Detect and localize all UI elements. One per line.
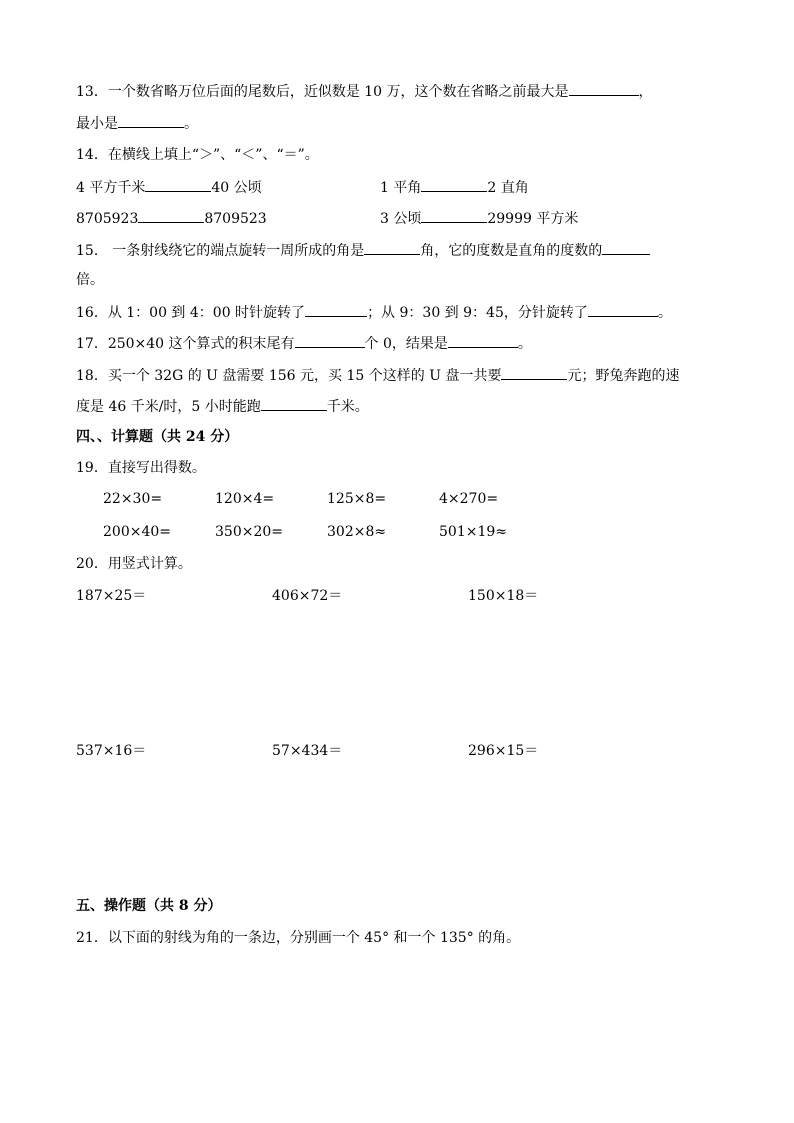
q20-item: 57×434＝: [272, 743, 343, 759]
q20-item: 537×16＝: [76, 743, 147, 759]
section4-heading: 四、、计算题（共 24 分）: [76, 429, 239, 445]
q16-text-a: 16．从 1：00 到 4：00 时针旋转了: [76, 305, 306, 321]
q14-r1b-left: 1 平角: [380, 180, 422, 196]
q19-title: 19．直接写出得数。: [76, 460, 206, 476]
q16-blank1[interactable]: [305, 302, 367, 317]
q17-blank2[interactable]: [448, 333, 518, 348]
q15-text-a: 15． 一条射线绕它的端点旋转一周所成的角是: [76, 243, 365, 259]
q17-text-c: 。: [517, 336, 532, 352]
q15-line1: [76, 240, 650, 261]
q13-text-b: ，: [638, 84, 653, 100]
q15-text-b: 角，它的度数是直角的度数的: [420, 243, 603, 259]
q13-text-a: 13．一个数省略万位后面的尾数后，近似数是 10 万，这个数在省略之前最大是: [76, 84, 569, 100]
q14-r1b-blank[interactable]: [421, 177, 487, 192]
q15-line2: 倍。: [76, 272, 104, 288]
q14-title: 14．在横线上填上“＞”、“＜”、“＝”。: [76, 147, 319, 163]
q15-blank2[interactable]: [602, 240, 650, 255]
q19-item: 200×40=: [103, 524, 171, 540]
q14-r2b-left: 3 公顷: [380, 211, 422, 227]
q20-title: 20．用竖式计算。: [76, 556, 192, 572]
q18-text-c: 度是 46 千米/时，5 小时能跑: [76, 399, 261, 415]
q20-item: 150×18＝: [468, 588, 539, 604]
q20-item: 187×25＝: [76, 588, 147, 604]
q14-r1b-right: 2 直角: [487, 180, 529, 196]
q14-r1a-left: 4 平方千米: [76, 180, 146, 196]
q19-item: 302×8≈: [327, 524, 387, 540]
q18-blank2[interactable]: [261, 396, 327, 411]
q20-item: 406×72＝: [272, 588, 343, 604]
q19-item: 22×30=: [103, 491, 163, 507]
q14-r1a-right: 40 公顷: [211, 180, 262, 196]
q19-item: 120×4=: [215, 491, 275, 507]
q18-text-b: 元；野兔奔跑的速: [567, 368, 680, 384]
q16-text-b: ；从 9：30 到 9：45，分针旋转了: [367, 305, 588, 321]
q14-r2b-blank[interactable]: [421, 208, 487, 223]
q14-r2a-right: 8709523: [204, 211, 267, 227]
q13-text-c: 最小是: [76, 116, 118, 132]
q14-row1-right: [380, 177, 529, 198]
q14-r2a-blank[interactable]: [138, 208, 204, 223]
q18-text-a: 18．买一个 32G 的 U 盘需要 156 元，买 15 个这样的 U 盘一共要: [76, 368, 502, 384]
q14-r1a-blank[interactable]: [145, 177, 211, 192]
q19-item: 350×20=: [215, 524, 283, 540]
q17-text-b: 个 0，结果是: [364, 336, 448, 352]
q14-row2-left: [76, 208, 267, 229]
q14-row1-left: [76, 177, 262, 198]
q13-line2: [76, 113, 198, 134]
q18-blank1[interactable]: [501, 365, 567, 380]
q16-line: [76, 302, 672, 323]
q18-line1: [76, 365, 679, 386]
q13-answer-max[interactable]: [569, 81, 639, 96]
q18-text-d: 千米。: [326, 399, 369, 415]
q19-item: 125×8=: [327, 491, 387, 507]
q14-r2b-right: 29999 平方米: [487, 211, 579, 227]
q15-blank1[interactable]: [364, 240, 420, 255]
q17-line: [76, 333, 532, 354]
q16-text-c: 。: [657, 305, 672, 321]
q13-answer-min[interactable]: [118, 113, 184, 128]
q14-row2-right: [380, 208, 578, 229]
q20-item: 296×15＝: [468, 743, 539, 759]
q17-text-a: 17．250×40 这个算式的积末尾有: [76, 336, 295, 352]
q19-item: 501×19≈: [439, 524, 507, 540]
q16-blank2[interactable]: [588, 302, 658, 317]
q19-item: 4×270=: [439, 491, 499, 507]
q17-blank1[interactable]: [295, 333, 365, 348]
q13-line1: [76, 81, 653, 102]
q14-r2a-left: 8705923: [76, 211, 139, 227]
q18-line2: [76, 396, 369, 417]
section5-heading: 五、操作题（共 8 分）: [76, 898, 222, 914]
q21-title: 21．以下面的射线为角的一条边，分别画一个 45° 和一个 135° 的角。: [76, 930, 521, 946]
q13-text-d: 。: [184, 116, 198, 132]
